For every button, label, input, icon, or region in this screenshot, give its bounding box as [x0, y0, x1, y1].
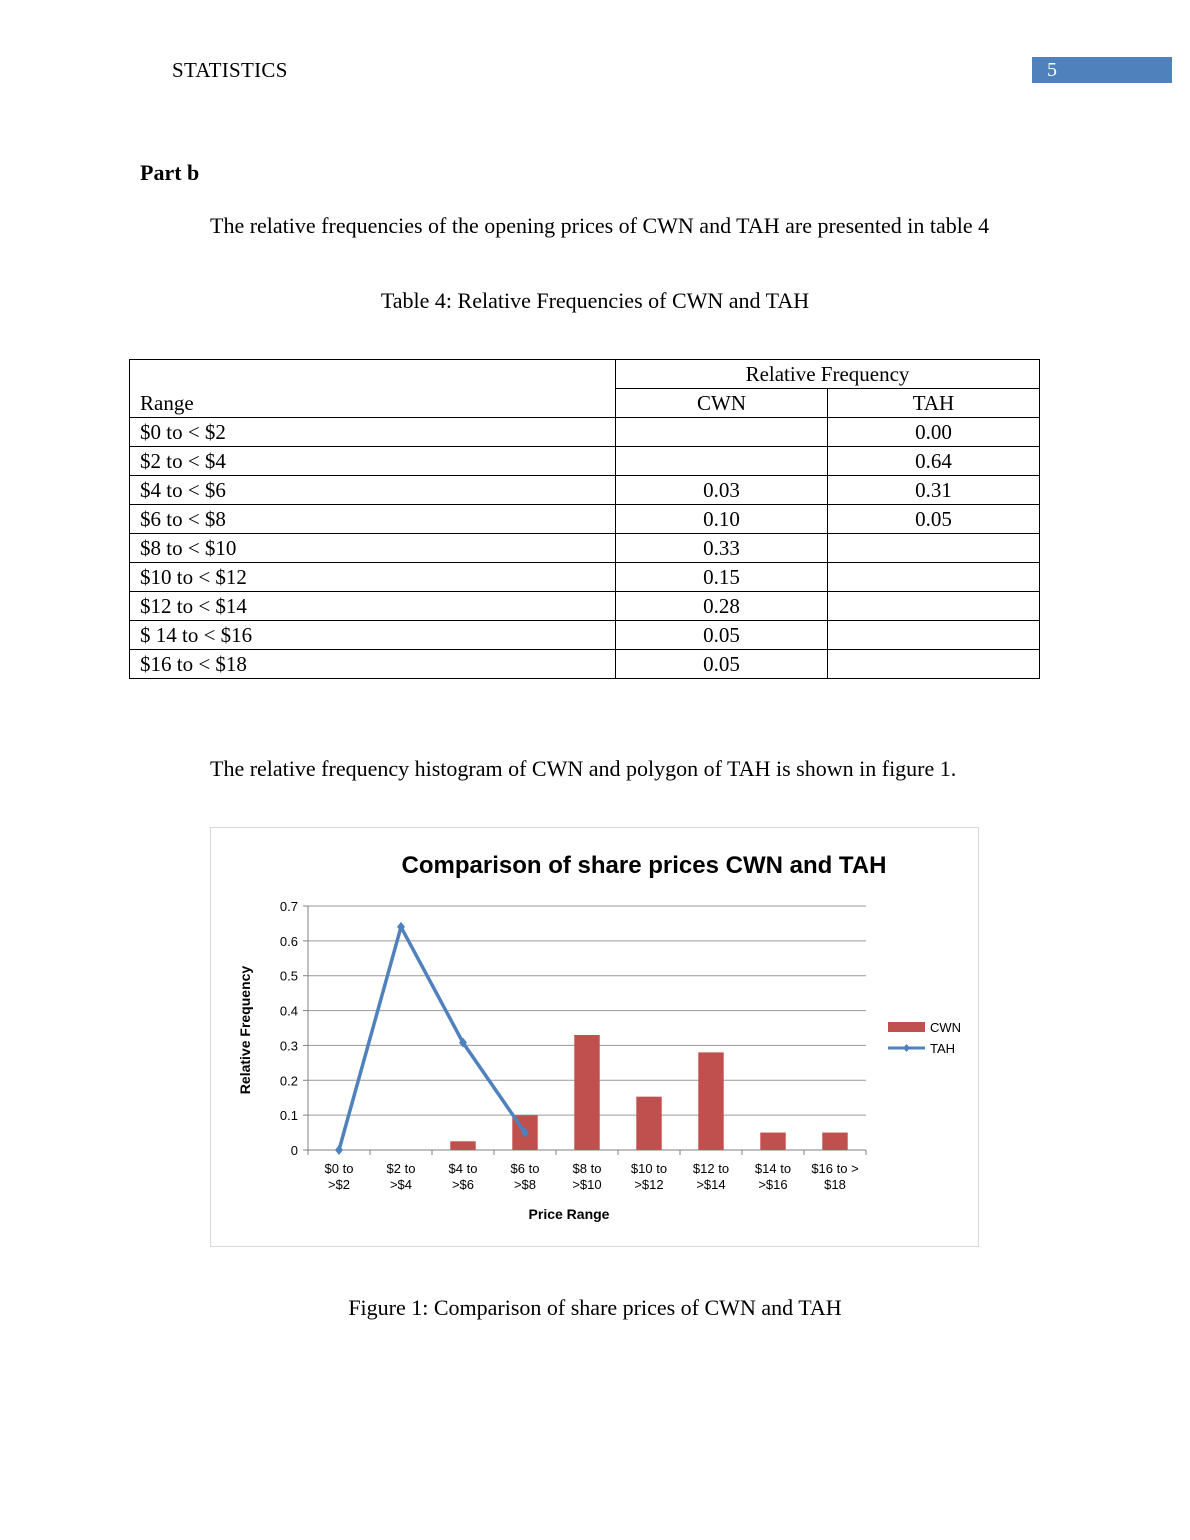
tah-cell — [828, 534, 1040, 563]
legend-tah-label: TAH — [930, 1041, 956, 1056]
tah-cell — [828, 621, 1040, 650]
legend-cwn-swatch — [888, 1022, 925, 1032]
x-tick-label: $10 to — [630, 1161, 668, 1176]
cwn-cell: 0.10 — [616, 505, 828, 534]
running-head: STATISTICS — [172, 58, 288, 82]
x-tick-label: $14 to — [754, 1161, 792, 1176]
figure-intro-paragraph: The relative frequency histogram of CWN and polygon of TAH is shown in figure 1. — [210, 756, 957, 781]
intro-paragraph: The relative frequencies of the opening prices of CWN and TAH are presented in table 4 — [210, 213, 990, 238]
page-number: 5 — [1032, 57, 1172, 83]
cwn-bar — [698, 1052, 723, 1150]
tah-cell: 0.00 — [828, 418, 1040, 447]
range-cell: $8 to < $10 — [130, 534, 616, 563]
x-tick-label: $18 — [824, 1177, 846, 1192]
tah-line — [339, 927, 525, 1150]
x-tick-label: $16 to > — [811, 1161, 859, 1176]
range-cell: $12 to < $14 — [130, 592, 616, 621]
cwn-bar — [574, 1035, 599, 1150]
y-tick-label: 0.6 — [279, 933, 298, 949]
tah-marker — [335, 1145, 343, 1155]
table-row — [130, 650, 1040, 679]
relative-frequency-table — [129, 359, 1040, 679]
tah-cell: 0.31 — [828, 476, 1040, 505]
cwn-cell: 0.15 — [616, 563, 828, 592]
cwn-bar — [760, 1133, 785, 1150]
x-tick-label: >$12 — [634, 1177, 664, 1192]
x-axis-title: Price Range — [528, 1206, 610, 1222]
legend-cwn-label: CWN — [930, 1020, 962, 1035]
table-row — [130, 505, 1040, 534]
table-row — [130, 447, 1040, 476]
x-tick-label: >$16 — [758, 1177, 788, 1192]
y-tick-label: 0.7 — [279, 899, 298, 914]
x-tick-label: >$4 — [389, 1177, 413, 1192]
cwn-bar — [636, 1097, 661, 1150]
y-tick-label: 0.3 — [279, 1038, 298, 1054]
chart — [211, 828, 980, 1248]
cwn-column-header: CWN — [616, 389, 828, 418]
y-axis-title: Relative Frequency — [237, 965, 253, 1095]
table-header-row — [130, 360, 1040, 389]
tah-cell — [828, 650, 1040, 679]
cwn-bar — [822, 1133, 847, 1150]
table-row — [130, 592, 1040, 621]
tah-cell — [828, 563, 1040, 592]
y-tick-label: 0.4 — [279, 1003, 298, 1019]
range-cell: $0 to < $2 — [130, 418, 616, 447]
range-cell: $16 to < $18 — [130, 650, 616, 679]
table-caption: Table 4: Relative Frequencies of CWN and TAH — [380, 288, 810, 313]
range-cell: $10 to < $12 — [130, 563, 616, 592]
x-tick-label: >$8 — [513, 1177, 537, 1192]
tah-cell — [828, 592, 1040, 621]
cwn-cell — [616, 447, 828, 476]
table-row — [130, 563, 1040, 592]
y-tick-label: 0 — [290, 1143, 298, 1158]
table-row — [130, 418, 1040, 447]
tah-cell: 0.05 — [828, 505, 1040, 534]
range-cell: $6 to < $8 — [130, 505, 616, 534]
table-row — [130, 476, 1040, 505]
x-tick-label: $4 to — [448, 1161, 478, 1176]
x-tick-label: $0 to — [324, 1161, 354, 1176]
cwn-bar — [450, 1141, 475, 1150]
section-heading: Part b — [140, 160, 200, 185]
cwn-cell: 0.03 — [616, 476, 828, 505]
x-tick-label: $6 to — [510, 1161, 540, 1176]
x-tick-label: $8 to — [572, 1161, 602, 1176]
chart-title: Comparison of share prices CWN and TAH — [401, 852, 887, 879]
range-cell: $2 to < $4 — [130, 447, 616, 476]
x-tick-label: >$2 — [327, 1177, 351, 1192]
table-row — [130, 534, 1040, 563]
x-tick-label: $12 to — [692, 1161, 730, 1176]
x-tick-label: >$6 — [451, 1177, 475, 1192]
y-tick-label: 0.2 — [279, 1073, 298, 1089]
tah-cell: 0.64 — [828, 447, 1040, 476]
x-tick-label: >$10 — [572, 1177, 602, 1192]
y-tick-label: 0.1 — [279, 1108, 298, 1124]
range-column-header: Range — [130, 360, 616, 418]
figure-caption: Figure 1: Comparison of share prices of CWN and TAH — [348, 1295, 842, 1320]
cwn-cell: 0.05 — [616, 650, 828, 679]
table-row — [130, 621, 1040, 650]
cwn-cell: 0.33 — [616, 534, 828, 563]
chart-frame — [210, 827, 979, 1247]
range-cell: $4 to < $6 — [130, 476, 616, 505]
x-tick-label: >$14 — [696, 1177, 726, 1192]
cwn-cell: 0.28 — [616, 592, 828, 621]
cwn-cell — [616, 418, 828, 447]
tah-column-header: TAH — [828, 389, 1040, 418]
x-tick-label: $2 to — [386, 1161, 416, 1176]
y-tick-label: 0.5 — [279, 968, 298, 984]
range-cell: $ 14 to < $16 — [130, 621, 616, 650]
relative-frequency-header: Relative Frequency — [616, 360, 1040, 389]
legend-tah-marker — [903, 1044, 910, 1052]
cwn-cell: 0.05 — [616, 621, 828, 650]
